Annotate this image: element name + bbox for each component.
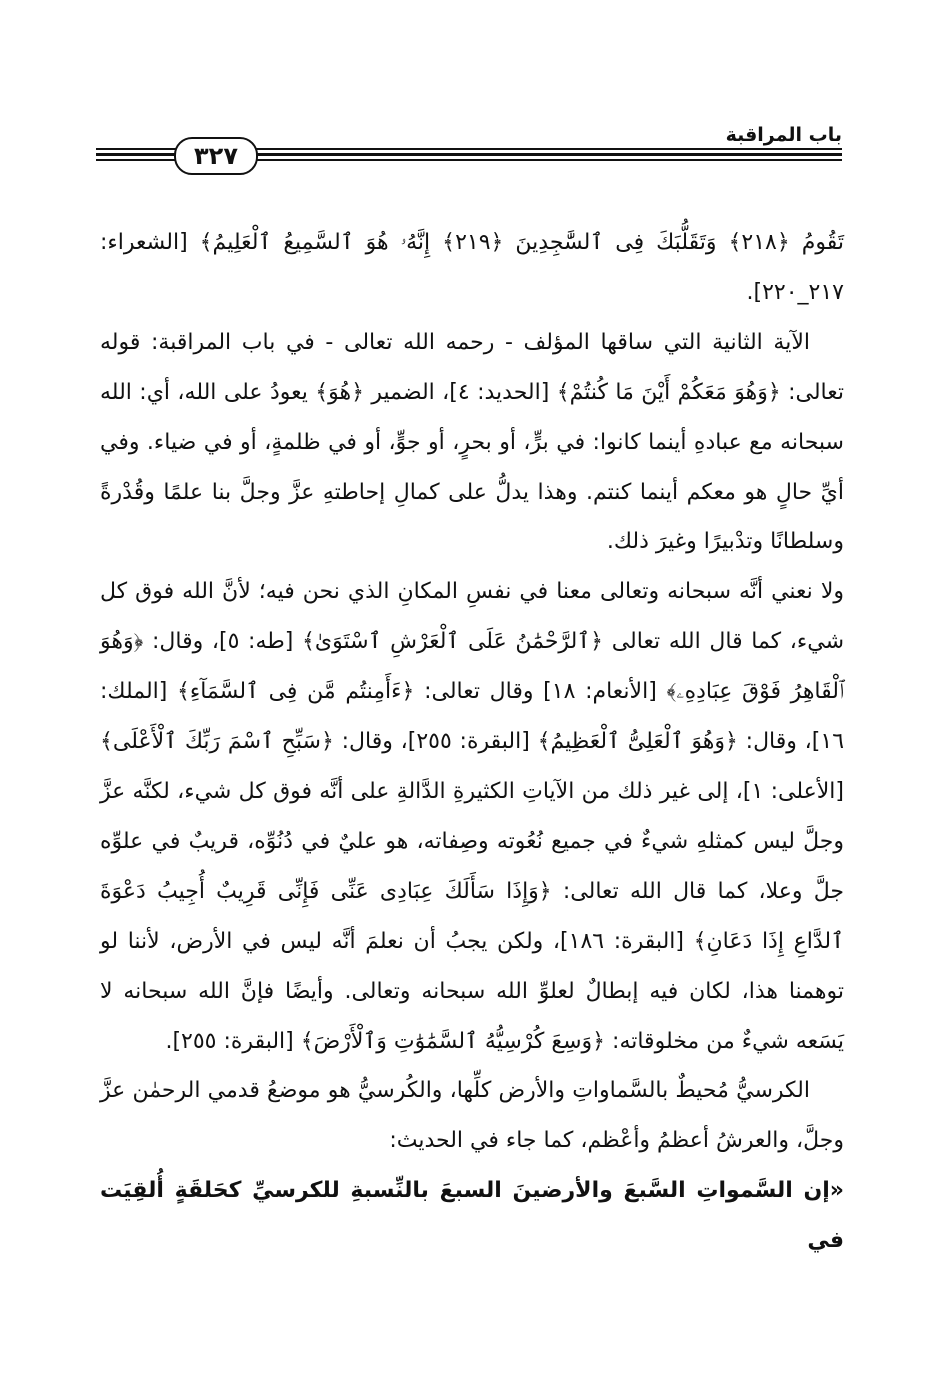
paragraph-kursi: الكرسيُّ مُحيطٌ بالسَّماواتِ والأرض كلِّها، والكُرسيُّ هو موضعُ قدمي الرحمٰن عزَّ وجلَّ، والعرشُ أعظمُ وأعْظم، كما جاء في الحديث:	[100, 1078, 844, 1154]
paragraph-above-all: ولا نعني أنَّه سبحانه وتعالى معنا في نفسِ المكانِ الذي نحن فيه؛ لأنَّ الله فوق كل شيء، كما قال الله تعالى ﴿ٱلرَّحْمَٰنُ عَلَى ٱلْعَرْشِ ٱسْتَوَىٰ﴾ [طه: ٥]، وقال: ﴿وَهُوَ ٱلْقَاهِرُ فَوْقَ عِبَادِهِۦ﴾ [الأنعام: ١٨] وقال تعالى: ﴿ءَأَمِنتُم مَّن فِى ٱلسَّمَآءِ﴾ [الملك: ١٦]، وقال: ﴿وَهُوَ ٱلْعَلِىُّ ٱلْعَظِيمُ﴾ [البقرة: ٢٥٥]، وقال: ﴿سَبِّحِ ٱسْمَ رَبِّكَ ٱلْأَعْلَى﴾ [الأعلى: ١]، إلى غير ذلك من الآياتِ الكثيرةِ الدَّالةِ على أنَّه فوق كل شيء، لكنَّه عزَّ وجلَّ ليس كمثلهِ شيءٌ في جميع نُعُوته وصِفاته، هو عليٌ في دُنُوِّه، قريبٌ في علوِّه جلَّ وعلا، كما قال الله تعالى: ﴿وَإِذَا سَأَلَكَ عِبَادِى عَنِّى فَإِنِّى قَرِيبٌ أُجِيبُ دَعْوَةَ ٱلدَّاعِ إِذَا دَعَانِ﴾ [البقرة: ١٨٦]، ولكن يجبُ أن نعلمَ أنَّه ليس في الأرض، لأننا لو توهمنا هذا، لكان فيه إبطالٌ لعلوِّ الله سبحانه وتعالى. وأيضًا فإنَّ الله سبحانه لا يَسَعه شيءٌ من مخلوقاته: ﴿وَسِعَ كُرْسِيُّهُ ٱلسَّمَٰوَٰتِ وَٱلْأَرْضَ﴾ [البقرة: ٢٥٥].	[100, 579, 845, 1054]
hadith-line: «إن السَّمواتِ السَّبعَ والأرضينَ السبعَ بالنِّسبةِ للكرسيِّ كحَلقَةٍ أُلقِيَت في	[100, 1178, 844, 1254]
page-number: ٣٢٧	[174, 137, 258, 175]
chapter-title: باب المراقبة	[725, 124, 842, 146]
body-text	[100, 218, 844, 1266]
page-header	[96, 122, 842, 182]
paragraph-second-verse: الآية الثانية التي ساقها المؤلف - رحمه الله تعالى - في باب المراقبة: قوله تعالى: ﴿وَهُوَ مَعَكُمْ أَيْنَ مَا كُنتُمْ﴾ [الحديد: ٤]، الضمير ﴿هُوَ﴾ يعودُ على الله، أي: الله سبحانه مع عبادهِ أينما كانوا: في برٍّ، أو بحرٍ، أو جوٍّ، أو في ظلمةٍ، أو في ضياء. وفي أيِّ حالٍ هو معكم أينما كنتم. وهذا يدلُّ على كمالِ إحاطتهِ عزَّ وجلَّ بنا علمًا وقُدْرةً وسلطانًا وتدْبيرًا وغيرَ ذلك.	[100, 329, 844, 555]
paragraph-verse-continuation: تَقُومُ ﴿٢١٨﴾ وَتَقَلُّبَكَ فِى ٱلسَّٰجِدِينَ ﴿٢١٩﴾ إِنَّهُۥ هُوَ ٱلسَّمِيعُ ٱلْعَلِيمُ﴾ [الشعراء: ٢١٧_٢٢٠].	[100, 230, 844, 305]
